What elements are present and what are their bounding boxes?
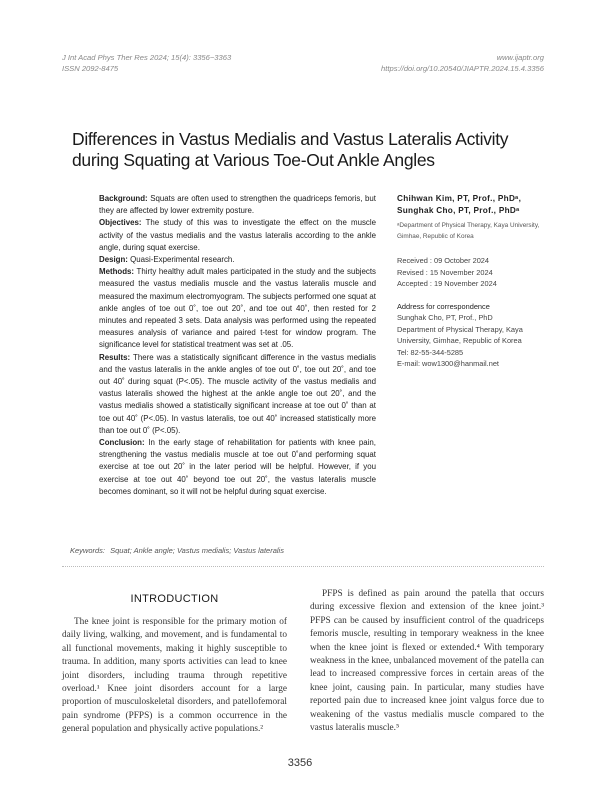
abstract-label: Objectives:	[99, 218, 142, 228]
journal-website[interactable]: www.ijaptr.org	[496, 53, 544, 62]
abstract-methods	[99, 266, 376, 351]
article-dates	[397, 255, 547, 290]
body-column-right	[310, 588, 544, 735]
keywords-text: Squat; Ankle angle; Vastus medialis; Vastus lateralis	[110, 546, 284, 555]
abstract-text: Quasi-Experimental research.	[127, 255, 235, 265]
introduction-heading: INTRODUCTION	[130, 593, 219, 605]
page-number: 3356	[287, 757, 313, 769]
journal-citation: J Int Acad Phys Ther Res 2024; 15(4): 3356~3363	[62, 53, 232, 62]
abstract-label: Results:	[99, 352, 131, 362]
affiliation: ᵃDepartment of Physical Therapy, Kaya University, Gimhae, Republic of Korea	[397, 222, 540, 240]
abstract-label: Background:	[99, 194, 148, 203]
correspondence	[397, 301, 547, 370]
abstract-background	[99, 193, 376, 217]
correspondence-name: Sunghak Cho, PT, Prof., PhD	[397, 313, 493, 323]
body-column-left	[62, 616, 287, 737]
correspondence-tel: Tel: 82-55-344-5285	[397, 347, 464, 357]
abstract-design	[99, 254, 376, 266]
abstract-results	[99, 352, 376, 437]
revised-date: Revised : 15 November 2024	[397, 267, 493, 277]
abstract-label: Design:	[99, 255, 128, 265]
accepted-date: Accepted : 19 November 2024	[397, 279, 497, 289]
author-line-1: Chihwan Kim, PT, Prof., PhDᵃ,	[397, 194, 522, 203]
journal-header-left	[62, 52, 231, 74]
article-doi[interactable]: https://doi.org/10.20540/JIAPTR.2024.15.4.3356	[381, 64, 544, 73]
journal-header-right	[381, 52, 544, 74]
intro-paragraph: PFPS is defined as pain around the patella that occurs during excessive flexion and extension of the knee joint.³ PFPS can be caused by insufficient control of the quadriceps femoris muscle, resulting in temporary weakness in the knee when the knee joint is flexed or extended.⁴ With temporary weakness in the knee, unbalanced movement of the patella can lead to increased compressive forces in certain areas of the knee joint, causing pain. In particular, many studies have reported pain due to increased knee joint valgus force due to weakening of the vastus medialis muscle compared to the vastus lateralis muscle.⁵	[310, 589, 544, 734]
abstract-text: The study of this was to investigate the effect on the muscle activity of the vastus medialis and the vastus lateralis according to the ankle angle, during squat exercise.	[99, 218, 376, 252]
keywords	[70, 546, 284, 555]
abstract-objectives	[99, 217, 376, 254]
intro-paragraph: The knee joint is responsible for the primary motion of daily living, walking, and movement, and is fundamental to all functional movements, making it highly susceptible to trauma. In addition, many sports activities can lead to knee joint disorders, including trauma through repetitive overload.¹ Knee joint disorders account for a large proportion of musculoskeletal disorders, and patellofemoral pain syndrome (PFPS) is a common occurrence in the general population and physically active populations.²	[62, 617, 287, 735]
author-line-2: Sunghak Cho, PT, Prof., PhDᵃ	[397, 206, 520, 216]
journal-issn: ISSN 2092-8475	[62, 64, 119, 73]
abstract-text: Thirty healthy adult males participated in the study and the subjects measured the vastus medialis muscle and the vastus lateralis muscle and measured the maximum electromyogram. The subjects performed one squat at ankle angles of toe out 0˚, toe out 20˚, and toe out 40˚, then rested for 2 minutes and repeated 3 sets. Data analysis was performed using the repeated measures analysis of variance and paired t-test for window program. The significance level for statistical treatment was set at .05.	[99, 267, 376, 350]
abstract-label: Methods:	[99, 267, 135, 277]
received-date: Received : 09 October 2024	[397, 256, 490, 266]
article-title: Differences in Vastus Medialis and Vastus Lateralis Activity during Squating at Various Toe-Out Ankle Angles	[72, 128, 509, 170]
abstract-conclusion	[99, 437, 376, 498]
abstract-label: Conclusion:	[99, 438, 145, 448]
abstract-text: In the early stage of rehabilitation for patients with knee pain, strengthening the vastus medialis muscle at toe out 0˚and performing squat exercise at toe out 20˚ in the later period will be helpful. However, if you exercise at toe out 40˚ beyond toe out 20˚, the vastus lateralis muscle becomes dominant, so it will not be helpful during squat exercise.	[99, 438, 376, 496]
abstract-text: Squats are often used to strengthen the quadriceps femoris, but they are affected by lower extremity posture.	[99, 194, 376, 216]
correspondence-email[interactable]: E-mail: wow1300@hanmail.net	[397, 359, 499, 369]
author-info	[397, 193, 547, 370]
correspondence-dept: Department of Physical Therapy, Kaya University, Gimhae, Republic of Korea	[397, 324, 523, 346]
abstract-text: There was a statistically significant difference in the vastus medialis and the vastus lateralis in the ankle angles of toe out 0˚, toe out 20˚, and toe out 40˚ during squat (P<.05). The muscle activity of the vastus medialis and vastus lateralis showed the highest at the ankle angle toe out 20˚, and the vastus medialis showed a statistically significant increase at toe out 0˚ than at toe out 40˚ (P<.05). In vastus lateralis, toe out 40˚ increased statistically more than toe out 0˚ (P<.05).	[99, 352, 376, 435]
correspondence-label: Address for correspondence	[397, 301, 490, 311]
authors	[397, 193, 547, 217]
abstract	[99, 193, 376, 498]
keywords-label: Keywords:	[70, 546, 106, 555]
section-divider	[62, 566, 544, 567]
